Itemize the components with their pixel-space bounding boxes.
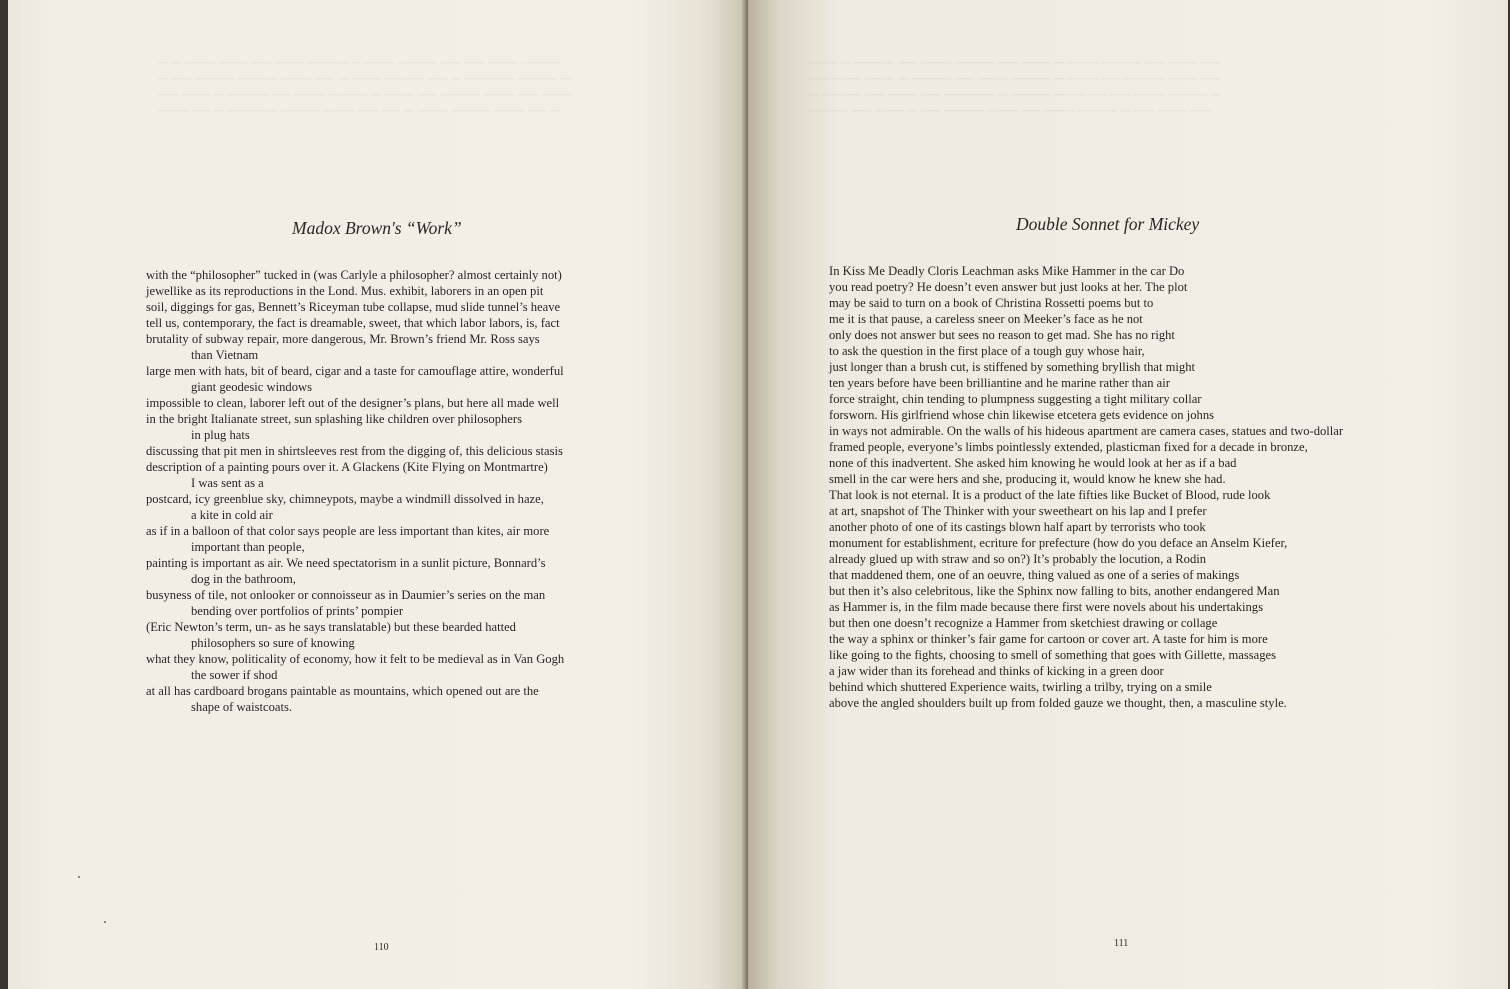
- poem-line: me it is that pause, a careless sneer on Meeker’s face as he not: [829, 312, 1143, 326]
- poem-line: in ways not admirable. On the walls of his hideous apartment are camera cases, statues and two-dollar: [829, 424, 1344, 438]
- poem-line: the way a sphinx or thinker’s fair game for cartoon or cover art. A taste for him is more: [829, 632, 1268, 646]
- poem-line: tell us, contemporary, the fact is dreamable, sweet, that which labor labors, is, fact: [146, 316, 560, 330]
- poem-line: postcard, icy greenblue sky, chimneypots, maybe a windmill dissolved in haze,: [146, 492, 544, 506]
- poem-line: another photo of one of its castings blown half apart by terrorists who took: [829, 520, 1206, 534]
- poem-line: painting is important as air. We need spectatorism in a sunlit picture, Bonnard’s: [146, 556, 546, 570]
- poem-line: bending over portfolios of prints’ pompier: [191, 604, 404, 618]
- poem-title: Madox Brown's “Work”: [292, 218, 462, 238]
- poem-line: jewellike as its reproductions in the Lond. Mus. exhibit, laborers in an open pit: [146, 284, 544, 298]
- poem-line: a kite in cold air: [191, 508, 273, 522]
- left-page: [8, 0, 746, 989]
- poem-line: a jaw wider than its forehead and thinks of kicking in a green door: [829, 664, 1164, 678]
- poem-line: just longer than a brush cut, is stiffened by something bryllish that might: [829, 360, 1195, 374]
- poem-line: in plug hats: [191, 428, 250, 442]
- poem-line: already glued up with straw and so on?) It’s probably the locution, a Rodin: [829, 552, 1207, 566]
- paper-speck: [104, 921, 106, 923]
- poem-line: at all has cardboard brogans paintable as mountains, which opened out are the: [146, 684, 539, 698]
- poem-line: important than people,: [191, 540, 305, 554]
- right-page: [748, 0, 1508, 989]
- poem-line: dog in the bathroom,: [191, 572, 296, 586]
- page-number: 111: [1114, 938, 1129, 949]
- poem-line: description of a painting pours over it. A Glackens (Kite Flying on Montmartre): [146, 460, 548, 474]
- poem-line: that maddened them, one of an oeuvre, thing valued as one of a series of makings: [829, 568, 1240, 582]
- poem-line: in the bright Italianate street, sun splashing like children over philosophers: [146, 412, 522, 426]
- poem-line: with the “philosopher” tucked in (was Carlyle a philosopher? almost certainly not): [146, 268, 562, 282]
- poem-line: busyness of tile, not onlooker or connoisseur as in Daumier’s series on the man: [146, 588, 546, 602]
- poem-line: you read poetry? He doesn’t even answer but just looks at her. The plot: [829, 280, 1188, 294]
- poem-line: smell in the car were hers and she, producing it, would know he knew she had.: [829, 472, 1226, 486]
- poem-line: than Vietnam: [191, 348, 259, 362]
- poem-line: (Eric Newton’s term, un- as he says translatable) but these bearded hatted: [146, 620, 516, 634]
- poem-line: In Kiss Me Deadly Cloris Leachman asks Mike Hammer in the car Do: [829, 264, 1185, 278]
- show-through-text: ─── ─ ──── ── ─── ──── ── ─── ─ ─── ──── ── ─── ── ── ─── ─── ─ ──── ── ─── ──── ─ ─── ── ──── ─── ── ─ ──── ── ─── ── ───── ─ ──── ─── ── ── ─── ──── ─ ──── ── ─── ─ ── ──── ─── ── ─── ──── ─ ── ─── ──: [808, 56, 1221, 119]
- poem-line: above the angled shoulders built up from folded gauze we thought, then, a masculine style.: [829, 696, 1287, 710]
- poem-line: ten years before have been brilliantine and he marine rather than air: [829, 376, 1170, 390]
- poem-line: as if in a balloon of that color says people are less important than kites, air more: [146, 524, 550, 538]
- poem-title: Double Sonnet for Mickey: [1016, 214, 1200, 234]
- poem-line: That look is not eternal. It is a product of the late fifties like Bucket of Blood, rude look: [829, 488, 1271, 502]
- poem-line: none of this inadvertent. She asked him knowing he would look at her as if a bad: [829, 456, 1237, 470]
- poem-line: to ask the question in the first place of a tough guy whose hair,: [829, 344, 1145, 358]
- poem-line: monument for establishment, ecriture for prefecture (how do you deface an Anselm Kiefer,: [829, 536, 1288, 550]
- poem-line: at art, snapshot of The Thinker with your sweetheart on his lap and I prefer: [829, 504, 1207, 518]
- poem-line: discussing that pit men in shirtsleeves rest from the digging of, this delicious stasis: [146, 444, 563, 458]
- poem-line: may be said to turn on a book of Christina Rossetti poems but to: [829, 296, 1154, 310]
- poem-line: the sower if shod: [191, 668, 278, 682]
- poem-line: large men with hats, bit of beard, cigar and a taste for camouflage attire, wonderful: [146, 364, 564, 378]
- show-through-text: ─ ─ ─── ─── ── ─── ──── ─ ─── ──── ── ── ─── ──── ─ ── ──── ──── ─── ── ─ ─── ──── ── ─ ───── ──── ─ ── ─── ─ ──── ── ─── ──── ─ ─── ── ──── ─── ── ─── ─── ── ─ ───── ──── ─── ── ── ─ ─── ──── ─── ── ─: [158, 56, 571, 119]
- poem-line: what they know, politicality of economy, how it felt to be medieval as in Van Gogh: [146, 652, 565, 666]
- poem-line: as Hammer is, in the film made because there first were novels about his undertakings: [829, 600, 1264, 614]
- poem-line: framed people, everyone’s limbs pointlessly extended, plasticman fixed for a decade in bronze,: [829, 440, 1308, 454]
- poem-line: but then it’s also celebritous, like the Sphinx now falling to bits, another endangered Man: [829, 584, 1280, 598]
- poem-line: soil, diggings for gas, Bennett’s Riceyman tube collapse, mud slide tunnel’s heave: [146, 300, 561, 314]
- poem-line: brutality of subway repair, more dangerous, Mr. Brown’s friend Mr. Ross says: [146, 332, 540, 346]
- poem-line: philosophers so sure of knowing: [191, 636, 355, 650]
- poem-line: impossible to clean, laborer left out of the designer’s plans, but here all made well: [146, 396, 560, 410]
- poem-line: I was sent as a: [191, 476, 264, 490]
- poem-line: shape of waistcoats.: [191, 700, 293, 714]
- page-number: 110: [374, 942, 389, 953]
- poem-line: forsworn. His girlfriend whose chin likewise etcetera gets evidence on johns: [829, 408, 1215, 422]
- poem-line: behind which shuttered Experience waits, twirling a trilby, trying on a smile: [829, 680, 1212, 694]
- poem-line: force straight, chin tending to plumpness suggesting a tight military collar: [829, 392, 1202, 406]
- poem-body: [146, 267, 564, 715]
- poem-line: but then one doesn’t recognize a Hammer from sketchiest drawing or collage: [829, 616, 1218, 630]
- poem-line: like going to the fights, choosing to smell of something that goes with Gillette, massages: [829, 648, 1277, 662]
- poem-body: [829, 263, 1343, 711]
- paper-speck: [78, 876, 80, 878]
- poem-line: only does not answer but sees no reason to get mad. She has no right: [829, 328, 1175, 342]
- poem-line: giant geodesic windows: [191, 380, 313, 394]
